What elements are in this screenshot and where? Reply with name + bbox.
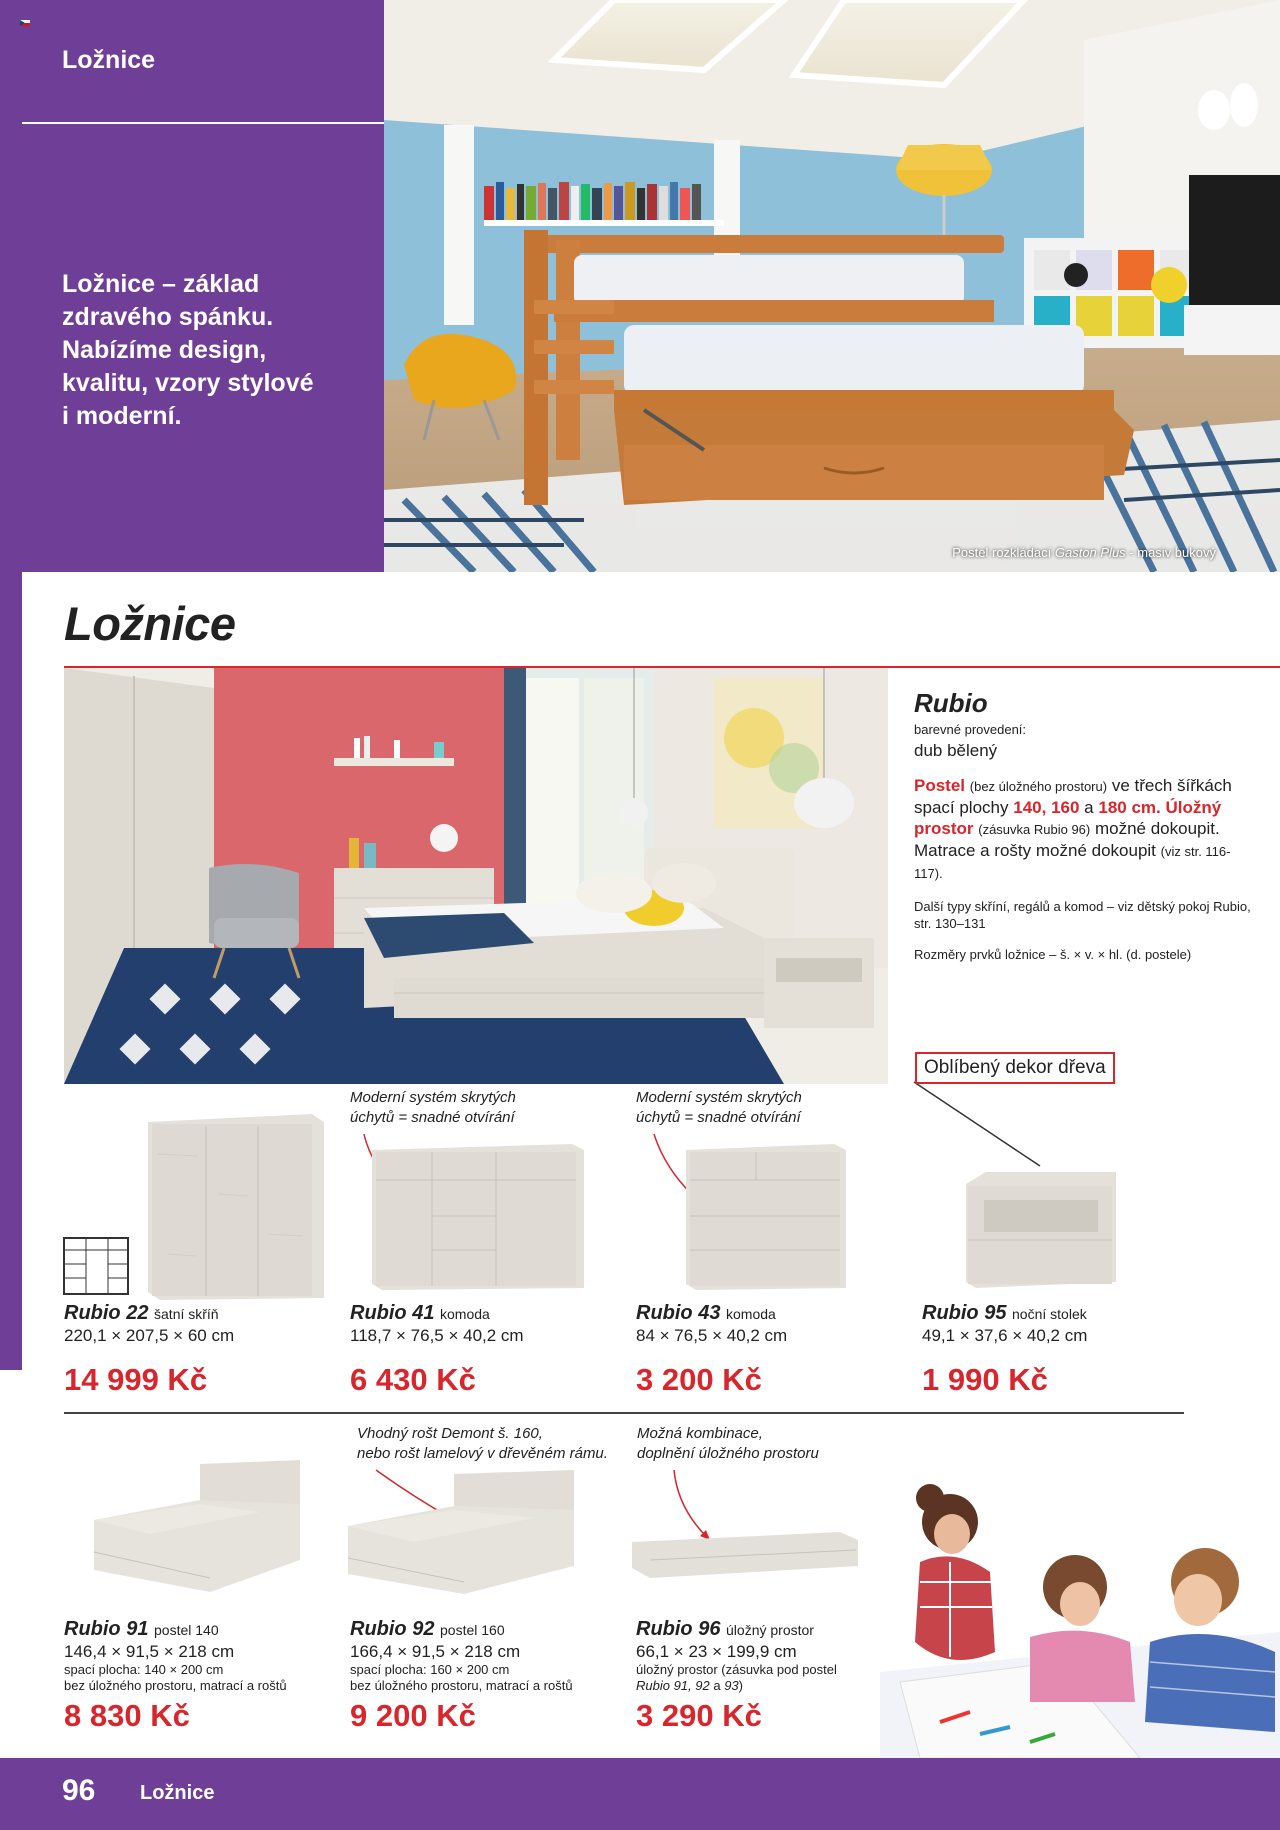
product-type: noční stolek (1012, 1306, 1087, 1322)
price-rubio-95: 1 990 Kč (922, 1362, 1048, 1397)
series-description (914, 688, 1254, 963)
product-dims: 118,7 × 76,5 × 40,2 cm (350, 1326, 524, 1345)
product-rubio-22 (64, 1302, 234, 1346)
product-name: Rubio 96 (636, 1618, 721, 1640)
intro-line: Nabízíme design, (62, 336, 267, 364)
product-rubio-91 (64, 1618, 287, 1694)
product-rubio-92 (350, 1618, 573, 1694)
bed-92-image (344, 1470, 576, 1600)
product-rubio-41 (350, 1302, 524, 1346)
intro-line: Ložnice – základ (62, 270, 260, 298)
price-rubio-43: 3 200 Kč (636, 1362, 762, 1397)
side-strip (0, 572, 22, 1370)
bed-description: Postel (bez úložného prostoru) ve třech šířkách spací plochy 140, 160 a 180 cm. Úložný prostor (zásuvka Rubio 96) možné dokoupit. Matrace a rošty možné dokoupit (viz str. 116-117). (914, 776, 1232, 881)
price-rubio-92: 9 200 Kč (350, 1698, 476, 1733)
product-name: Rubio 22 (64, 1302, 149, 1324)
nightstand-image (966, 1172, 1122, 1290)
product-type: komoda (440, 1306, 490, 1322)
product-dims: 166,4 × 91,5 × 218 cm (350, 1642, 521, 1661)
product-note: spací plocha: 160 × 200 cm (350, 1662, 510, 1677)
product-dims: 84 × 76,5 × 40,2 cm (636, 1326, 788, 1345)
storage-word: Úložný prostor (914, 798, 1222, 838)
product-note: bez úložného prostoru, matrací a roštů (64, 1678, 287, 1693)
page-title: Ložnice (64, 597, 236, 650)
room-photo (64, 668, 888, 1084)
annotation-slats: Vhodný rošt Demont š. 160, nebo rošt lamelový v dřevěném rámu. (357, 1425, 608, 1462)
kids-drawing-illustration (880, 1472, 1280, 1758)
annotation-handles-2: Moderní systém skrytých úchytů = snadné otvírání (636, 1089, 802, 1126)
width-2: 160 (1051, 798, 1080, 817)
product-type: postel 160 (440, 1622, 505, 1638)
color-value: dub bělený (914, 741, 998, 760)
product-name: Rubio 92 (350, 1618, 435, 1640)
row-divider (64, 1412, 1184, 1414)
product-note: Rubio 91, 92 a 93) (636, 1678, 744, 1693)
product-dims: 49,1 × 37,6 × 40,2 cm (922, 1326, 1088, 1345)
annotation-handles-1: Moderní systém skrytých úchytů = snadné otvírání (350, 1089, 516, 1126)
color-label: barevné provedení: (914, 722, 1027, 737)
page-number: 96 (62, 1774, 96, 1807)
wardrobe-image (148, 1114, 328, 1300)
attic-bedroom-illustration (384, 0, 1280, 572)
product-rubio-43 (636, 1302, 787, 1346)
product-type: postel 140 (154, 1622, 219, 1638)
product-name: Rubio 43 (636, 1302, 721, 1324)
product-type: úložný prostor (726, 1622, 814, 1638)
bed-91-image (90, 1460, 304, 1600)
widths-text: ve třech šířkách spací plochy (914, 776, 1232, 817)
dims-note: Rozměry prvků ložnice – š. × v. × hl. (d. postele) (914, 947, 1192, 962)
page-footer (0, 1758, 1280, 1830)
product-type: komoda (726, 1306, 776, 1322)
badge-pointer-line (910, 1080, 1050, 1170)
storage-ref: (viz str. 116-117). (914, 844, 1231, 881)
product-name: Rubio 95 (922, 1302, 1007, 1324)
and-word: a (1084, 798, 1094, 817)
width-1: 140 (1013, 798, 1042, 817)
section-label: Ložnice (62, 46, 156, 74)
product-rubio-95 (922, 1302, 1087, 1346)
kids-photo (880, 1472, 1280, 1758)
product-note: úložný prostor (zásuvka pod postel (636, 1662, 837, 1677)
rubio-bedroom-illustration (64, 668, 888, 1084)
product-type: šatní skříň (154, 1306, 219, 1322)
price-rubio-91: 8 830 Kč (64, 1698, 190, 1733)
bed-note: (bez úložného prostoru) (969, 779, 1108, 794)
product-note: spací plocha: 140 × 200 cm (64, 1662, 224, 1677)
wardrobe-interior-icon (62, 1236, 132, 1296)
product-note: bez úložného prostoru, matrací a roštů (350, 1678, 573, 1693)
intro-line: i moderní. (62, 402, 182, 430)
intro-text (62, 268, 362, 433)
annotation-combo: Možná kombinace, doplnění úložného prostoru (637, 1425, 819, 1462)
more-types: Další typy skříní, regálů a komod – viz dětský pokoj Rubio, str. 130–131 (914, 899, 1251, 931)
product-dims: 66,1 × 23 × 199,9 cm (636, 1642, 797, 1661)
storage-text: možné dokoupit. Matrace a rošty možné dokoupit (914, 819, 1220, 860)
product-dims: 220,1 × 207,5 × 60 cm (64, 1326, 235, 1345)
product-dims: 146,4 × 91,5 × 218 cm (64, 1642, 235, 1661)
price-rubio-22: 14 999 Kč (64, 1362, 208, 1397)
product-rubio-96 (636, 1618, 837, 1694)
intro-line: kvalitu, vzory stylové (62, 369, 314, 397)
dresser-41-image (372, 1144, 588, 1292)
czech-flag-icon (20, 20, 30, 26)
dresser-43-image (686, 1144, 850, 1292)
footer-label: Ložnice (140, 1782, 215, 1804)
price-rubio-41: 6 430 Kč (350, 1362, 476, 1397)
price-rubio-96: 3 290 Kč (636, 1698, 762, 1733)
width-3: 180 cm. (1098, 798, 1161, 817)
product-name: Rubio 91 (64, 1618, 149, 1640)
bed-word: Postel (914, 776, 966, 795)
intro-line: zdravého spánku. (62, 303, 274, 331)
hero-caption: Postel rozkládací Gaston Plus - masiv bukový (952, 545, 1216, 560)
product-name: Rubio 41 (350, 1302, 435, 1324)
favorite-decor-badge: Oblíbený dekor dřeva (915, 1052, 1115, 1084)
storage-drawer-image (630, 1530, 860, 1580)
series-name: Rubio (914, 688, 988, 718)
hero-photo (384, 0, 1280, 572)
storage-note: (zásuvka Rubio 96) (978, 822, 1091, 837)
section-rule (22, 122, 384, 124)
